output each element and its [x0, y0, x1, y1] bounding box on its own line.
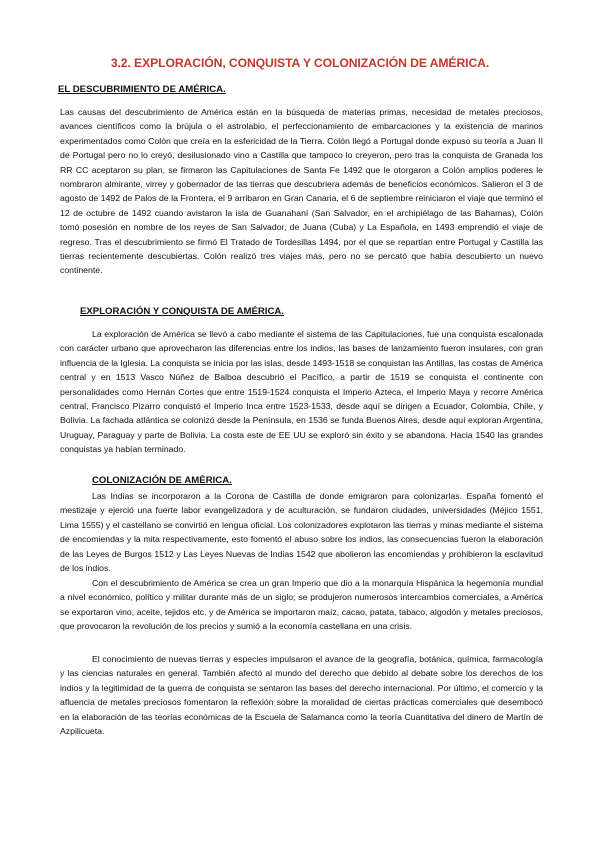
paragraph-colonizacion-1: Las Indias se incorporaron a la Corona de Castilla de donde emigraron para colonizarlas. España fomentó el mestizaje y ejerció una fuerte labor evangelizadora y de aculturación, se fundaron ciudades, universidades (Méjico 1551, Lima 1555) y el castellano se convirtió en lengua oficial. Los colonizadores explotaron las tierras y minas mediante el sistema de encomiendas y la mita respectivamente, esto fomentó el abuso sobre los indios, las consecuencias fueron la elaboración de las Leyes de Burgos 1512 y Las Leyes Nuevas de Indias 1542 que abolieron las encomiendas y prohibieron la esclavitud de los indios.: [60, 491, 543, 574]
section-heading-descubrimiento: EL DESCUBRIMIENTO DE AMÉRICA.: [58, 84, 226, 95]
document-title: 3.2. EXPLORACIÓN, CONQUISTA Y COLONIZACIÓN DE AMÉRICA.: [110, 56, 490, 70]
paragraph-exploracion: La exploración de América se llevó a cabo mediante el sistema de las Capitulaciones, fue una conquista escalonada con carácter urbano que aprovecharon las diferencias entre los indios, las bases de lanzamiento fueron insulares, con gran influencia de la Iglesia. La conquista se inicia por las islas, desde 1493-1518 se conquistan las Antillas, las costas de América central y en 1513 Vasco Núñez de Balboa descubrió el Pacífico, a partir de 1519 se conquista el continente con personalidades como Hernán Cortes que entre 1519-1524 conquista el Imperio Azteca, el Imperio Maya y recorre América central, Francisco Pizarro conquistó el Imperio Inca entre 1523-1533, desde aquí se dirigen a Ecuador, Colombia, Chile, y Bolivia. La fachada atlántica se colonizó desde la Península, en 1536 se funda Buenos Aires, desde aquí exploran Argentina, Uruguay, Paraguay y parte de Bolivia. La costa este de EE UU se exploró sin éxito y se abandona. Hacia 1540 las grandes conquistas ya habían terminado.: [60, 329, 543, 455]
section-heading-exploracion: EXPLORACIÓN Y CONQUISTA DE AMÉRICA.: [80, 306, 284, 317]
paragraph-colonizacion-2: Con el descubrimiento de América se crea un gran Imperio que dio a la monarquía Hispánica la hegemonía mundial a nivel económico, político y militar durante más de un siglo; se produjeron numerosos intercambios comerciales, a América se exportaron vino, aceite, tejidos etc. y de América se importaron maíz, cacao, patata, tabaco, algodón y metales preciosos, que provocaron la revolución de los precios y sumió a la economía castellana en una crisis.: [60, 578, 543, 632]
paragraph-descubrimiento: Las causas del descubrimiento de América están en la búsqueda de materias primas, necesidad de metales preciosos, avances científicos como la brújula o el astrolabio, el perfeccionamiento de embarcaciones y la existencia de marinos experimentados como Colón que creía en la esfericidad de la Tierra. Colón llegó a Portugal donde expuso su teoría a Juan II de Portugal pero no lo creyó, desilusionado vino a Castilla que tampoco lo creyeron, pero tras la conquista de Granada los RR CC aceptaron su plan, se firmaron las Capitulaciones de Santa Fe 1492 que le otorgaron a Colón amplios poderes le nombraron almirante, virrey y gobernador de las tierras que descubriera además de beneficios económicos. Salieron el 3 de agosto de 1492 de Palos de la Frontera, el 9 arribaron en Gran Canaria, el 6 de septiembre reiniciaron el viaje que terminó el 12 de octubre de 1492 cuando avistaron la isla de Guanahaní (San Salvador, en el archipiélago de las Bahamas), Colón tomó posesión en nombre de los reyes de San Salvador, de Juana (Cuba) y La Española, en 1493 emprendió el viaje de regreso. Tras el descubrimiento se firmó El Tratado de Tordesillas 1494, por el que se repartían entre Portugal y Castilla las tierras recientemente descubiertas. Colón realizó tres viajes más, pero no se percató que había descubierto un nuevo continente.: [60, 107, 543, 276]
paragraph-colonizacion-3: El conocimiento de nuevas tierras y especies impulsaron el avance de la geografía, botánica, química, farmacología y las ciencias naturales en general. También afectó al mundo del derecho que debido al debate sobre los derechos de los indios y la legitimidad de la guerra de conquista se sentaron las bases del derecho internacional. Por último, el comercio y la afluencia de metales preciosos fomentaron la reflexión sobre la moralidad de ciertas prácticas comerciales que desembocó en la elaboración de las teorías económicas de la Escuela de Salamanca como la teoría Cuantitativa del dinero de Martín de Azpilicueta.: [60, 654, 543, 737]
section-heading-colonizacion: COLONIZACIÓN DE AMÉRICA.: [92, 475, 232, 486]
